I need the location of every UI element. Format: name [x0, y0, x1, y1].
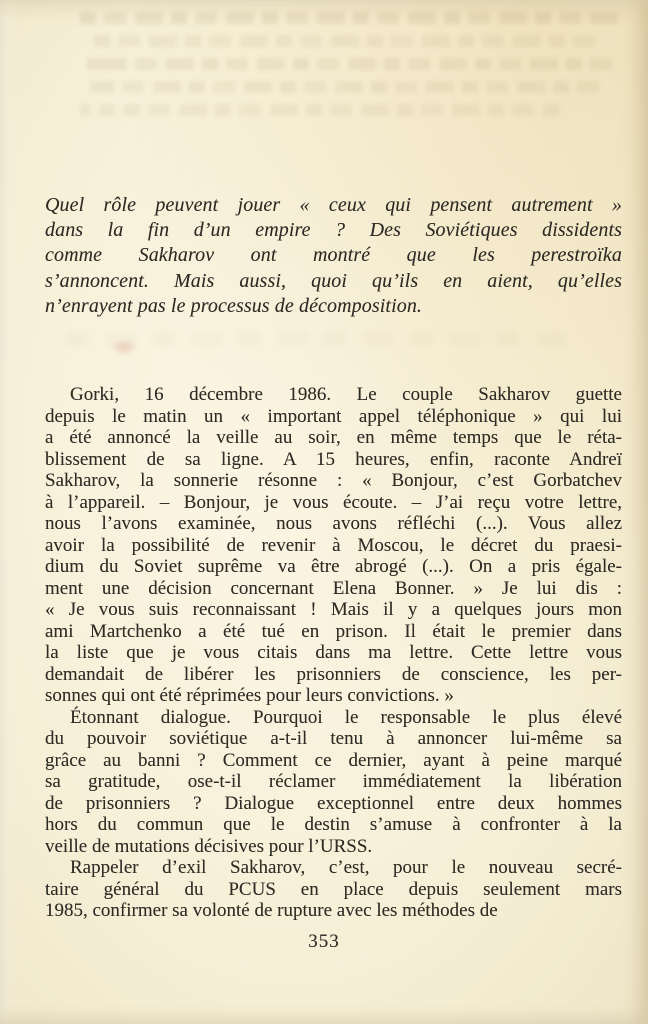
text-line: du pouvoir soviétique a-t-il tenu à annoncer lui-même sa [45, 728, 622, 749]
text-line: 1985, confirmer sa volonté de rupture avec les méthodes de [45, 900, 498, 921]
text-line: a été annoncé la veille au soir, en même temps que le réta- [45, 427, 622, 448]
text-line: dans la fin d’un empire ? Des Soviétiques dissidents [45, 219, 622, 242]
text-line: de prisonniers ? Dialogue exceptionnel entre deux hommes [45, 792, 622, 814]
text-line: sonnes qui ont été réprimées pour leurs convictions. » [45, 685, 454, 706]
text-line: sa gratitude, ose-t-il réclamer immédiatement la libération [45, 771, 622, 792]
reverse-page-bleed-through [80, 12, 625, 137]
text-line: à l’appareil. – Bonjour, je vous écoute. – J’ai reçu votre lettre, [45, 491, 622, 513]
text-line: Sakharov, la sonnerie résonne : « Bonjour, c’est Gorbatchev [45, 470, 622, 491]
bleed-through-row [94, 35, 595, 47]
text-line: ami Martchenko a été tué en prison. Il était le premier dans [45, 620, 622, 642]
text-line: depuis le matin un « important appel téléphonique » qui lui [45, 405, 622, 427]
text-line: taire général du PCUS en place depuis seulement mars [45, 878, 622, 900]
body-text [45, 384, 622, 922]
body-paragraph [45, 857, 622, 922]
bleed-through-row [80, 104, 560, 116]
bleed-through-row [80, 12, 625, 24]
text-line: Rappeler d’exil Sakharov, c’est, pour le nouveau secré- [70, 857, 622, 878]
text-line: hors du commun que le destin s’amuse à confronter à la [45, 814, 622, 835]
text-line: dium du Soviet suprême va être abrogé (...). On a pris égale- [45, 556, 622, 577]
text-line: s’annoncent. Mais aussi, quoi qu’ils en aient, qu’elles [45, 269, 622, 292]
text-line: la liste que je vous citais dans ma lettre. Cette lettre vous [45, 642, 622, 663]
text-line: ment une décision concernant Elena Bonner. » Je lui dis : [45, 577, 622, 599]
text-line: grâce au banni ? Comment ce dernier, ayant à peine marqué [45, 749, 622, 771]
faint-ink-smudge [66, 332, 566, 346]
text-line: veille de mutations décisives pour l’URSS. [45, 835, 373, 857]
text-line: blissement de sa ligne. A 15 heures, enfin, raconte Andreï [45, 448, 622, 470]
text-line: « Je vous suis reconnaissant ! Mais il y a quelques jours mon [45, 599, 622, 620]
body-paragraph [45, 384, 622, 707]
text-line: Quel rôle peuvent jouer « ceux qui pensent autrement » [45, 194, 622, 216]
text-line: demandait de libérer les prisonniers de conscience, les per- [45, 663, 622, 685]
intro-paragraph [45, 193, 622, 319]
bleed-through-row [86, 81, 604, 93]
text-line: Étonnant dialogue. Pourquoi le responsable le plus élevé [70, 706, 622, 728]
text-line: comme Sakharov ont montré que les perestroïka [45, 244, 622, 267]
body-paragraph [45, 707, 622, 858]
faint-pink-mark [110, 338, 138, 356]
page-number: 353 [308, 931, 340, 952]
text-line: Gorki, 16 décembre 1986. Le couple Sakharov guette [70, 384, 622, 405]
bleed-through-row [80, 58, 614, 70]
text-line: nous l’avons examinée, nous avons réfléchi (...). Vous allez [45, 513, 622, 534]
text-line: n’enrayent pas le processus de décomposition. [45, 294, 423, 317]
text-line: avoir la possibilité de revenir à Moscou, le décret du praesi- [45, 534, 622, 556]
